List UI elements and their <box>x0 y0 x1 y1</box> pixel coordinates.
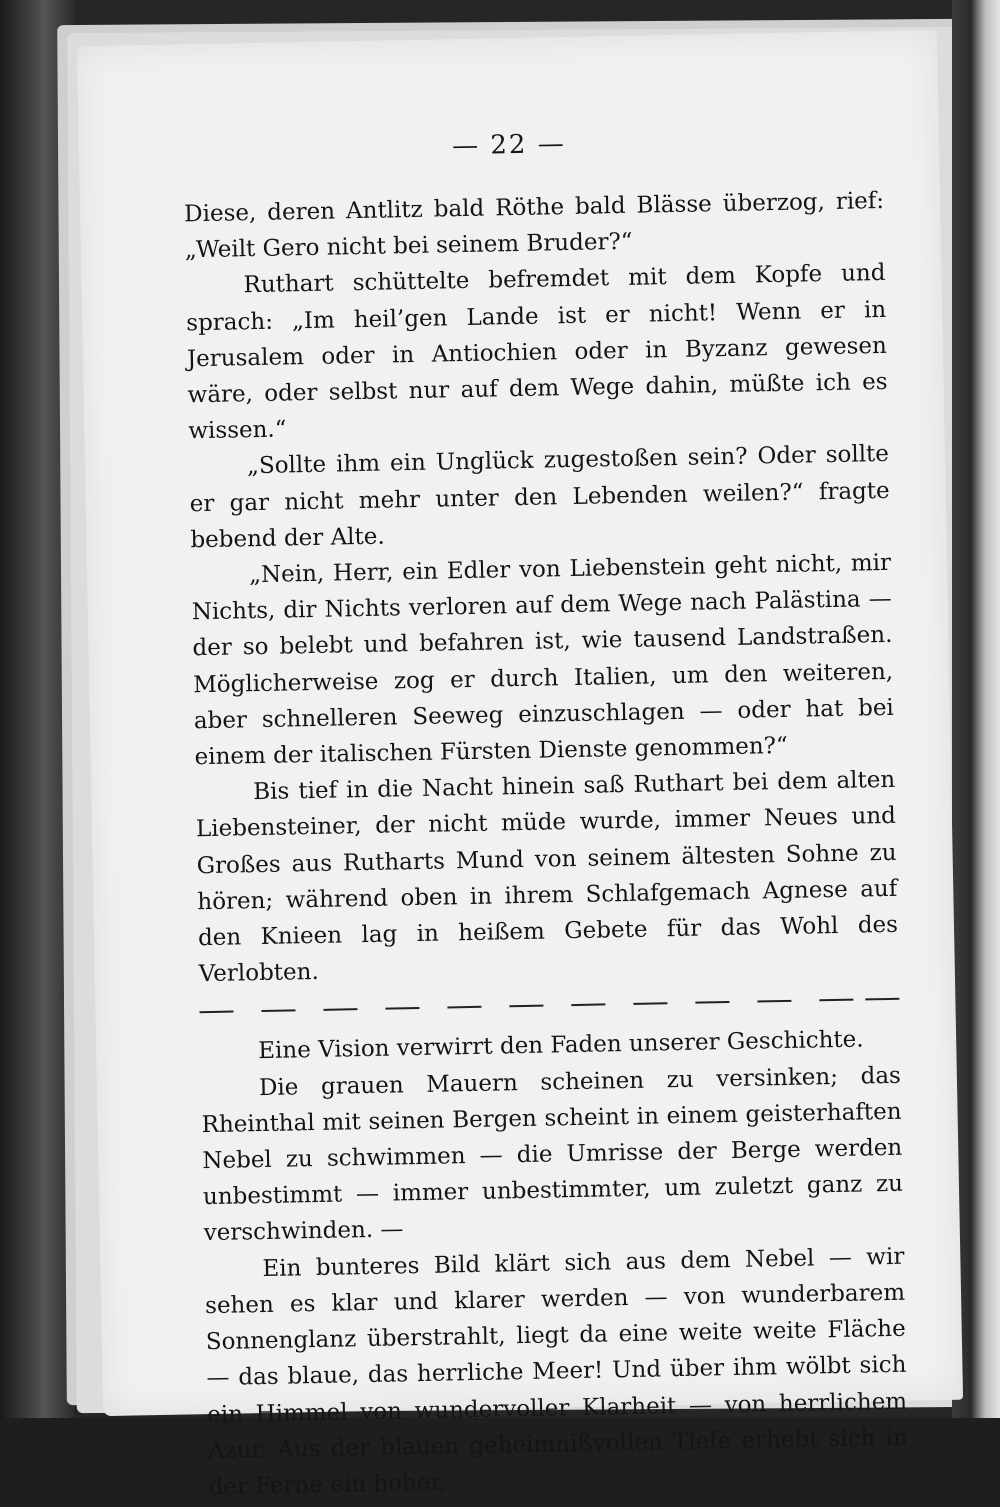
page-text <box>184 183 909 1505</box>
paragraph: Bis tief in die Nacht hinein saß Ruthart bei dem alten Liebensteiner, der nicht müde wurde, immer Neues und Großes aus Rutharts Mund von seinem ältesten Sohne zu hören; während oben in ihrem Schlafgemach Agnese auf den Knieen lag in heißem Gebete für das Wohl des Verlobten. <box>195 767 899 988</box>
paragraph: Die grauen Mauern scheinen zu versinken; das Rheinthal mit seinen Bergen scheint in einem geisterhaften Nebel zu schwimmen — die Umrisse der Berge werden unbestimmt — immer unbestimmter, um zuletzt ganz zu verschwinden. — <box>201 1062 904 1247</box>
page-number: — 22 — <box>451 129 566 162</box>
paragraph: „Sollte ihm ein Unglück zugestoßen sein? Oder sollte er gar nicht mehr unter den Lebenden weilen?“ fragte bebend der Alte. <box>189 441 890 554</box>
paragraph: Eine Vision verwirrt den Faden unserer Geschichte. <box>258 1026 864 1065</box>
paragraph: Diese, deren Antlitz bald Röthe bald Blässe überzog, rief: „Weilt Gero nicht bei seinem Bruder?“ <box>183 187 885 264</box>
paragraph: Ruthart schüttelte befremdet mit dem Kopfe und sprach: „Im heil’gen Lande ist er nicht! Wenn er in Jerusalem oder in Antiochien oder in Byzanz gewesen wäre, oder selbst nur auf dem Wege dahin, müßte ich es wissen.“ <box>186 260 888 445</box>
paragraph: „Nein, Herr, ein Edler von Liebenstein geht nicht, mir Nichts, dir Nichts verloren auf dem Wege nach Palästina — der so belebt und befahren ist, wie tausend Landstraßen. Möglicherweise zog er durch Italien, um den weiteren, aber schnelleren Seeweg einzuschlagen — oder hat bei einem der italischen Fürsten Dienste genommen?“ <box>191 549 895 771</box>
book-page <box>77 30 963 1501</box>
paragraph: Ein bunteres Bild klärt sich aus dem Nebel — wir sehen es klar und klarer werden — von wunderbarem Sonnenglanz überstrahlt, liegt da eine weite weite Fläche — das blaue, das herrliche Meer! Und über ihm wölbt sich ein Himmel von wundervoller Klarheit — von herrlichem Azur. Aus der blauen geheimnißvollen Tiefe erhebt sich in der Ferne ein hoher, <box>204 1243 909 1501</box>
